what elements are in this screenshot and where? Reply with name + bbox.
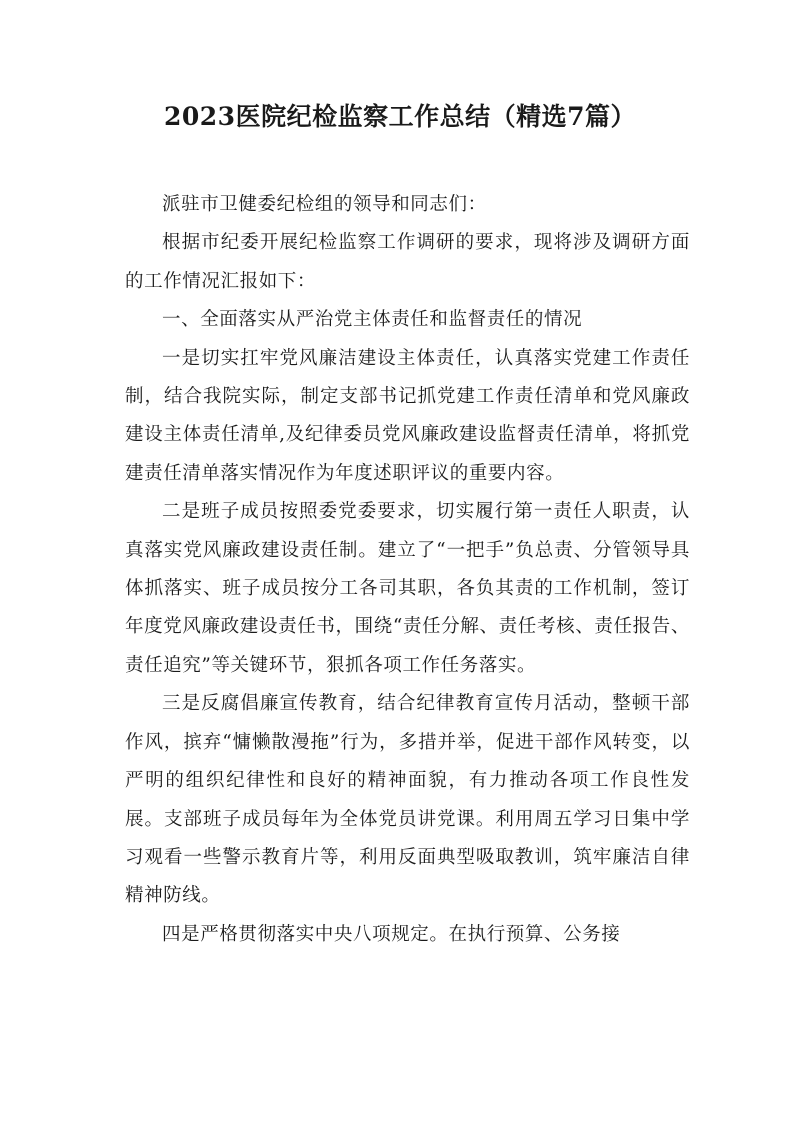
- paragraph-point-2: 二是班子成员按照委党委要求，切实履行第一责任人职责，认真落实党风廉政建设责任制。建立了“一把手”负总责、分管领导具体抓落实、班子成员按分工各司其职，各负其责的工作机制，签订年度党风廉政建设责任书，围绕“责任分解、责任考核、责任报告、责任追究”等关键环节，狠抓各项工作任务落实。: [125, 501, 690, 676]
- paragraph-point-3: 三是反腐倡廉宣传教育，结合纪律教育宣传月活动，整顿干部作风，摈弃“慵懒散漫拖”行为，多措并举，促进干部作风转变，以严明的组织纪律性和良好的精神面貌，有力推动各项工作良性发展。支部班子成员每年为全体党员讲党课。利用周五学习日集中学习观看一些警示教育片等，利用反面典型吸取教训，筑牢廉洁自律精神防线。: [125, 693, 690, 907]
- paragraph-salutation: 派驻市卫健委纪检组的领导和同志们：: [162, 194, 487, 215]
- section-heading: 一、全面落实从严治党主体责任和监督责任的情况: [162, 309, 583, 331]
- paragraph-point-1: 一是切实扛牢党风廉洁建设主体责任，认真落实党建工作责任制，结合我院实际，制定支部书记抓党建工作责任清单和党风廉政建设主体责任清单,及纪律委员党风廉政建设监督责任清单，将抓党建责任清单落实情况作为年度述职评议的重要内容。: [125, 347, 690, 484]
- document-body: [125, 186, 690, 954]
- paragraph-intro: 根据市纪委开展纪检监察工作调研的要求，现将涉及调研方面的工作情况汇报如下：: [125, 232, 690, 292]
- paragraph-point-4: 四是严格贯彻落实中央八项规定。在执行预算、公务接: [162, 923, 621, 945]
- document-title: 2023医院纪检监察工作总结（精选7篇）: [164, 102, 636, 131]
